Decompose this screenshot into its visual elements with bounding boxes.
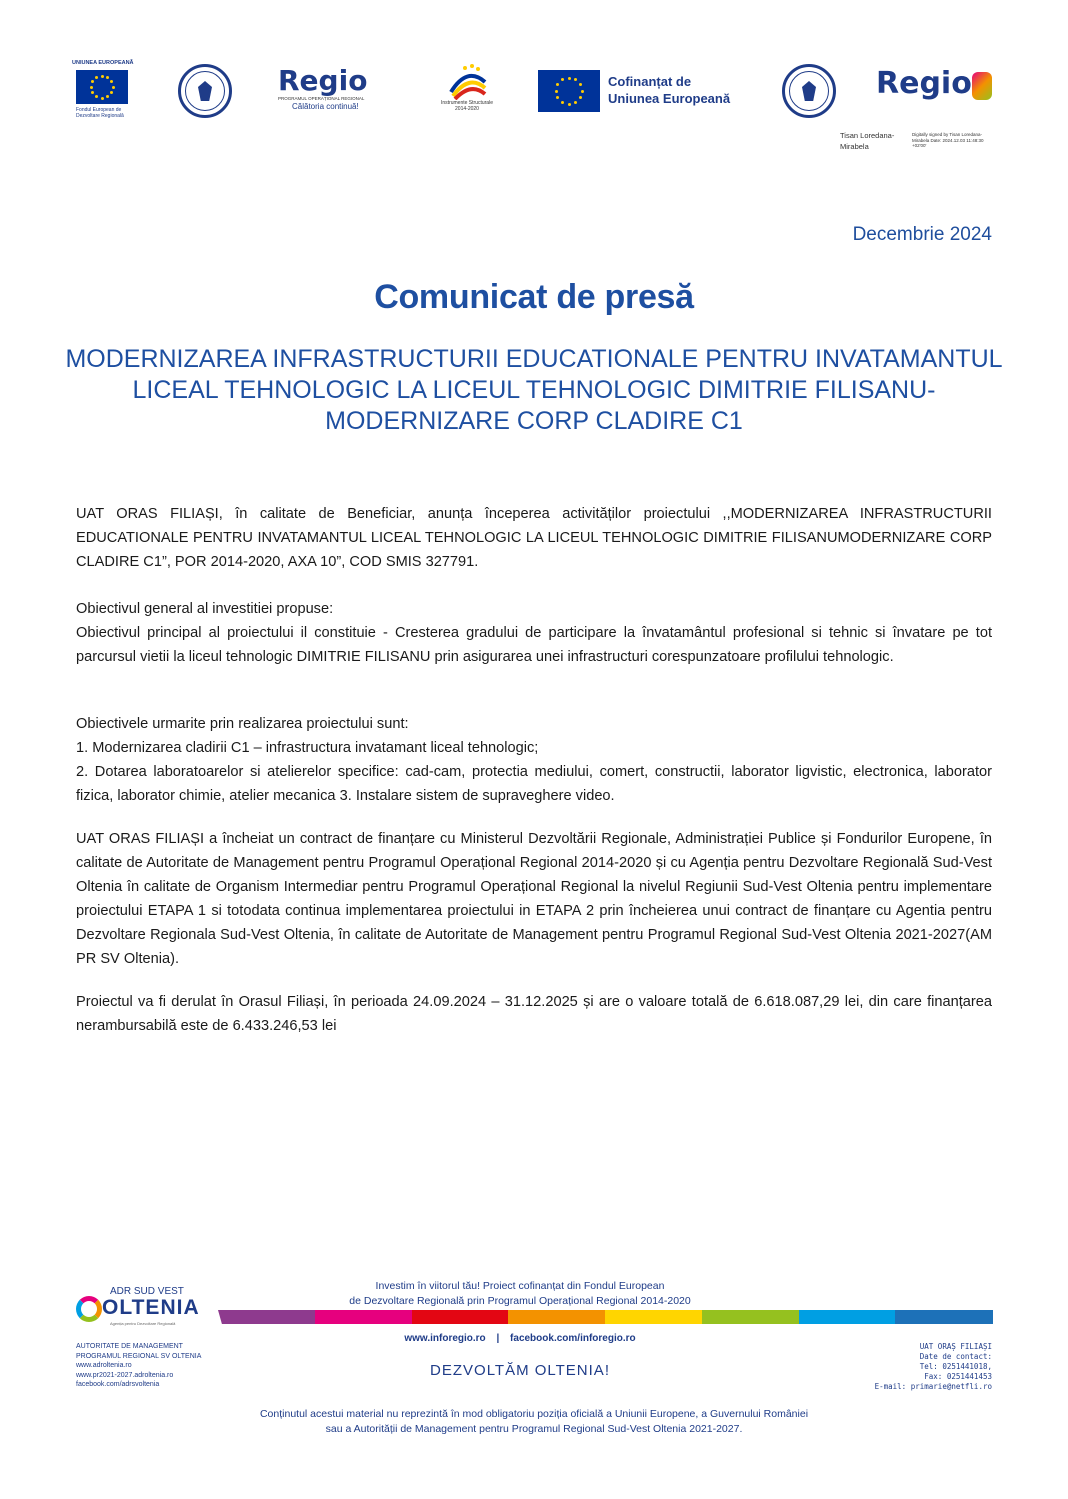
footer-links	[340, 1333, 700, 1344]
document-date: Decembrie 2024	[852, 224, 992, 245]
eu-star-icon	[106, 76, 109, 79]
page-title: Comunicat de presă	[374, 278, 694, 316]
adr-tagline: Agenția pentru Dezvoltare Regională	[110, 1321, 176, 1326]
adroltenia-link[interactable]: www.adroltenia.ro	[76, 1362, 132, 1369]
signature-note: Digitally signed by Tisan Loredana-Mirabela Date: 2024.12.03 11:48:30 +02'00'	[912, 132, 984, 148]
eu-star-icon	[556, 83, 559, 86]
regio-wordmark: Regio	[278, 64, 368, 97]
value-paragraph	[76, 990, 992, 1038]
eu-star-icon	[91, 91, 94, 94]
cofinanced-eu-logo	[538, 70, 738, 114]
eu-star-icon	[579, 83, 582, 86]
eu-star-icon	[561, 101, 564, 104]
eu-star-icon	[101, 75, 104, 78]
cofinanced-line-1: Cofinanțat de	[608, 74, 692, 89]
stripe-segment	[605, 1310, 703, 1324]
eu-star-icon	[574, 78, 577, 81]
eu-flag-icon	[538, 70, 600, 112]
stripe-segment	[799, 1310, 897, 1324]
disclaimer-line-2: sau a Autorității de Management pentru Programul Regional Sud-Vest Oltenia 2021-2027.	[325, 1423, 743, 1435]
stripe-segment	[702, 1310, 800, 1324]
footer-left-block	[76, 1342, 201, 1390]
instruments-caption: Instrumente Structurale 2014-2020	[441, 100, 493, 112]
right-line-2: Date de contact:	[919, 1352, 992, 1361]
eu-star-icon	[561, 78, 564, 81]
government-seal-icon	[178, 64, 232, 118]
adr-small-text: ADR SUD VEST	[110, 1286, 184, 1297]
stripe-segment	[508, 1310, 606, 1324]
regio-logo	[278, 66, 390, 122]
objectives-item-2: 2. Dotarea laboratoarelor si atelierelor specifice: cad-cam, protectia mediului, comert, constructii, laborator ligvistic, electronica, laborator fizica, laborator chimie, atelier mecanica 3. Instalare sistem de supraveghere video.	[76, 764, 992, 804]
facebook-adr-link[interactable]: facebook.com/adrsvoltenia	[76, 1381, 160, 1388]
eu-star-icon	[556, 96, 559, 99]
adr-mark-icon	[76, 1296, 102, 1322]
eu-star-icon	[112, 86, 115, 89]
intro-text: UAT ORAS FILIAȘI, în calitate de Beneficiar, anunța începerea activităților proiectului ,,MODERNIZAREA INFRASTRUCTURII EDUCATIONALE PENTRU INVATAMANTUL LICEAL TEHNOLOGIC LA LICEUL TEHNOLOGIC DIMITRIE FILISANUMODERNIZARE CORP CLADIRE C1”, POR 2014-2020, AXA 10”, COD SMIS 327791.	[76, 506, 992, 570]
eu-star-icon	[95, 76, 98, 79]
government-seal-icon	[782, 64, 836, 118]
eu-logo	[72, 60, 142, 122]
eu-star-icon	[568, 77, 571, 80]
objective-section	[76, 597, 992, 669]
invest-line-1: Investim în viitorul tău! Proiect cofinanțat din Fondul European	[375, 1280, 665, 1292]
footer-right-block	[875, 1342, 992, 1392]
stripe-segment	[315, 1310, 413, 1324]
contract-paragraph	[76, 827, 992, 971]
eu-star-icon	[110, 91, 113, 94]
structural-instruments-icon	[445, 60, 489, 100]
eu-star-icon	[91, 80, 94, 83]
regio-tagline: Călătoria continuă!	[292, 102, 359, 111]
eu-star-icon	[555, 90, 558, 93]
left-line-1: AUTORITATE DE MANAGEMENT	[76, 1343, 183, 1350]
project-title: MODERNIZAREA INFRASTRUCTURII EDUCATIONALE PENTRU INVATAMANTUL LICEAL TEHNOLOGIC LA LICEUL TEHNOLOGIC DIMITRIE FILISANU-MODERNIZARE CORP CLADIRE C1	[65, 345, 1003, 435]
regio-2021-logo	[876, 68, 996, 114]
left-line-2: PROGRAMUL REGIONAL SV OLTENIA	[76, 1352, 202, 1360]
eu-flag-icon	[76, 70, 128, 104]
eu-star-icon	[106, 95, 109, 98]
right-line-4: Fax: 0251441453	[924, 1372, 992, 1381]
eu-star-icon	[110, 80, 113, 83]
contact-email[interactable]: E-mail: primarie@netfli.ro	[874, 1382, 992, 1391]
objectives-section	[76, 712, 992, 808]
objective-text: Obiectivul principal al proiectului il constituie - Cresterea gradului de participare la învatamântul profesional si tehnic si învatare pe tot parcursul vietii la liceul tehnologic DIMITRIE FILISANU prin asigurarea unei infrastructuri corespunzatoare profilului tehnologic.	[76, 625, 992, 665]
inforegio-link[interactable]: www.inforegio.ro	[404, 1333, 486, 1344]
eu-star-icon	[90, 86, 93, 89]
eu-logo-title: UNIUNEA EUROPEANĂ	[72, 60, 134, 66]
intro-paragraph	[76, 502, 992, 574]
signature-name: Tisan Loredana-Mirabela	[840, 131, 895, 151]
objective-heading: Obiectivul general al investitiei propuse:	[76, 601, 334, 617]
eu-star-icon	[101, 97, 104, 100]
right-line-3: Tel: 0251441018,	[919, 1362, 992, 1371]
eu-star-icon	[579, 96, 582, 99]
value-text: Proiectul va fi derulat în Orasul Filiași, în perioada 24.09.2024 – 31.12.2025 și are o valoare totală de 6.618.087,29 lei, din care finanțarea nerambursabilă este de 6.433.246,53 lei	[76, 994, 992, 1034]
adr-oltenia-logo	[76, 1286, 212, 1334]
contract-text: UAT ORAS FILIAȘI a încheiat un contract de finanțare cu Ministerul Dezvoltării Regionale, Administrației Publice și Fondurilor Europene, în calitate de Autoritate de Management pentru Programul Operațional Regional 2014-2020 și cu Agenția pentru Dezvoltare Regională Sud-Vest Oltenia în calitate de Organism Intermediar pentru Programul Operațional Regional la nivelul Regiunii Sud-Vest Oltenia pentru implementare proiectului ETAPA 1 si totodata continua implementarea proiectului in ETAPA 2 prin încheierea unui contract de finanțare cu Agentia pentru Dezvoltare Regionala Sud-Vest Oltenia, în calitate de Autoritate de Management pentru Programul Regional Sud-Vest Oltenia 2021-2027(AM PR SV Oltenia).	[76, 831, 992, 967]
footer-slogan: DEZVOLTĂM OLTENIA!	[430, 1362, 610, 1379]
stripe-segment	[218, 1310, 316, 1324]
facebook-inforegio-link[interactable]: facebook.com/inforegio.ro	[510, 1333, 636, 1344]
regio-color-mark-icon	[972, 72, 992, 100]
link-separator: |	[496, 1333, 500, 1344]
eu-star-icon	[574, 101, 577, 104]
eu-star-icon	[95, 95, 98, 98]
stripe-segment	[895, 1310, 993, 1324]
right-line-1: UAT ORAȘ FILIAȘI	[919, 1342, 992, 1351]
regio-tagline-small: PROGRAMUL OPERAȚIONAL REGIONAL	[278, 96, 365, 101]
objectives-item-1: 1. Modernizarea cladirii C1 – infrastructura invatamant liceal tehnologic;	[76, 740, 539, 756]
eu-star-icon	[568, 103, 571, 106]
eu-logo-caption: Fondul European de Dezvoltare Regională	[76, 107, 124, 119]
objectives-heading: Obiectivele urmarite prin realizarea proiectului sunt:	[76, 716, 409, 732]
stripe-segment	[412, 1310, 510, 1324]
invest-line-2: de Dezvoltare Regională prin Programul Operațional Regional 2014-2020	[349, 1295, 691, 1307]
structural-instruments-logo	[434, 60, 500, 126]
eu-star-icon	[581, 90, 584, 93]
cofinanced-line-2: Uniunea Europeană	[608, 91, 731, 106]
adr-big-text: OLTENIA	[102, 1296, 200, 1319]
disclaimer-line-1: Conținutul acestui material nu reprezintă în mod obligatoriu poziția oficială a Uniunii Europene, a Guvernului României	[259, 1408, 809, 1420]
regio-2021-wordmark: Regio	[876, 66, 972, 101]
pr-adroltenia-link[interactable]: www.pr2021-2027.adroltenia.ro	[76, 1371, 174, 1379]
